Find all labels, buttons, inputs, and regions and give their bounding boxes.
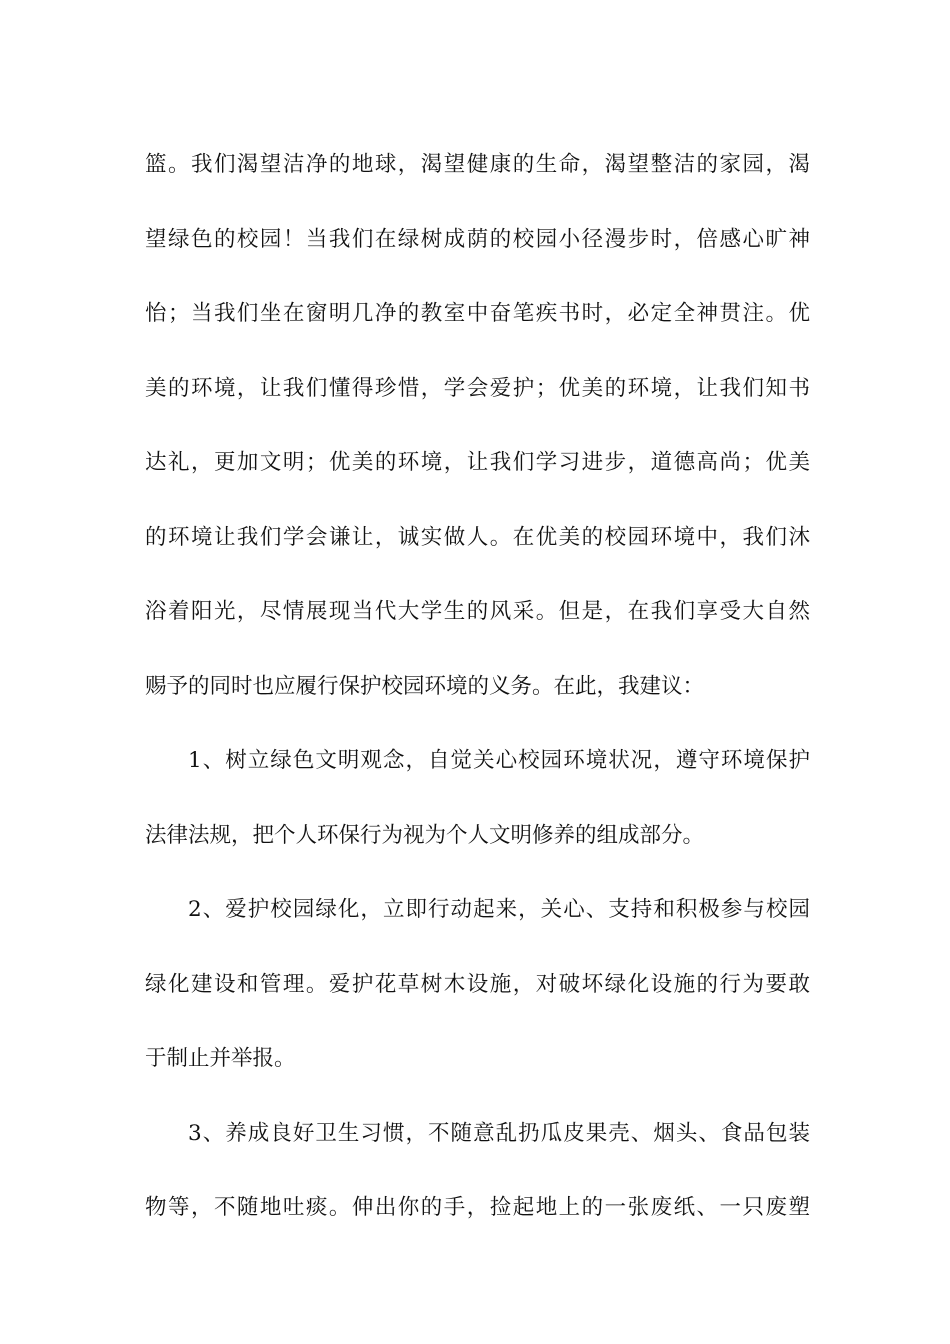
text-line: 法律法规，把个人环保行为视为个人文明修养的组成部分。 (145, 822, 705, 848)
text-line: 望绿色的校园！当我们在绿树成荫的校园小径漫步时，倍感心旷神 (145, 226, 810, 252)
text-line: 于制止并举报。 (145, 1046, 296, 1071)
text-line: 篮。我们渴望洁净的地球，渴望健康的生命，渴望整洁的家园，渴 (145, 152, 810, 177)
text-line: 物等，不随地吐痰。伸出你的手，捡起地上的一张废纸、一只废塑 (145, 1195, 810, 1220)
text-line: 达礼，更加文明；优美的环境，让我们学习进步，道德高尚；优美 (145, 450, 810, 475)
text-line: 赐予的同时也应履行保护校园环境的义务。在此，我建议： (145, 673, 705, 699)
list-item-2: 2、爱护校园绿化，立即行动起来，关心、支持和积极参与校园 (188, 897, 810, 922)
list-item-1: 1、树立绿色文明观念，自觉关心校园环境状况，遵守环境保护 (188, 748, 810, 773)
list-item-3: 3、养成良好卫生习惯，不随意乱扔瓜皮果壳、烟头、食品包装 (188, 1120, 810, 1146)
text-line: 的环境让我们学会谦让，诚实做人。在优美的校园环境中，我们沐 (145, 524, 810, 550)
text-line: 怡；当我们坐在窗明几净的教室中奋笔疾书时，必定全神贯注。优 (145, 301, 810, 326)
body-text (145, 128, 810, 1246)
text-line: 绿化建设和管理。爱护花草树木设施，对破坏绿化设施的行为要敢 (145, 971, 810, 997)
text-line: 美的环境，让我们懂得珍惜，学会爱护；优美的环境，让我们知书 (145, 375, 810, 401)
text-line: 浴着阳光，尽情展现当代大学生的风采。但是，在我们享受大自然 (145, 599, 810, 624)
